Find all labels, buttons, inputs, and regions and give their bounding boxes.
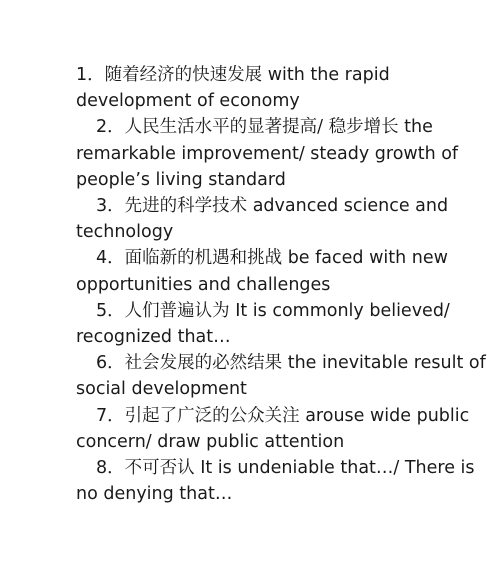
- item-number: 3．: [96, 196, 125, 217]
- item-number: 8．: [96, 458, 125, 479]
- english-phrase: arouse wide public concern/ draw public attention: [76, 405, 470, 452]
- chinese-phrase: 人们普遍认为: [124, 300, 230, 321]
- document-page: [76, 62, 491, 507]
- phrase-item-7: [76, 403, 491, 455]
- item-number: 6．: [96, 353, 125, 374]
- item-number: 4．: [96, 248, 125, 269]
- item-number: 1．: [76, 65, 105, 85]
- chinese-phrase: 不可否认: [124, 458, 195, 479]
- english-phrase: be faced with new opportunities and challenges: [76, 248, 448, 295]
- english-phrase: It is undeniable that…/ There is no denying that…: [76, 458, 475, 505]
- english-phrase: advanced science and technology: [76, 196, 449, 243]
- english-phrase: the inevitable result of social development: [76, 353, 486, 400]
- phrase-item-3: [76, 193, 491, 245]
- chinese-phrase: 随着经济的快速发展: [104, 65, 263, 85]
- chinese-phrase: 社会发展的必然结果: [124, 353, 283, 374]
- english-phrase: It is commonly believed/ recognized that…: [76, 300, 450, 348]
- phrase-item-1: [76, 62, 491, 114]
- chinese-phrase: 人民生活水平的显著提高/ 稳步增长: [124, 117, 399, 138]
- phrase-item-4: [76, 245, 491, 297]
- item-number: 7．: [96, 405, 125, 426]
- item-number: 5．: [96, 300, 125, 321]
- english-phrase: the remarkable improvement/ steady growth of people’s living standard: [76, 117, 459, 190]
- chinese-phrase: 先进的科学技术: [124, 196, 248, 217]
- phrase-item-8: [76, 455, 491, 507]
- chinese-phrase: 面临新的机遇和挑战: [124, 248, 283, 269]
- phrase-item-5: [76, 298, 491, 350]
- english-phrase: with the rapid development of economy: [76, 65, 390, 112]
- phrase-item-2: [76, 114, 491, 193]
- item-number: 2．: [96, 117, 125, 138]
- chinese-phrase: 引起了广泛的公众关注: [124, 405, 300, 426]
- phrase-item-6: [76, 350, 491, 402]
